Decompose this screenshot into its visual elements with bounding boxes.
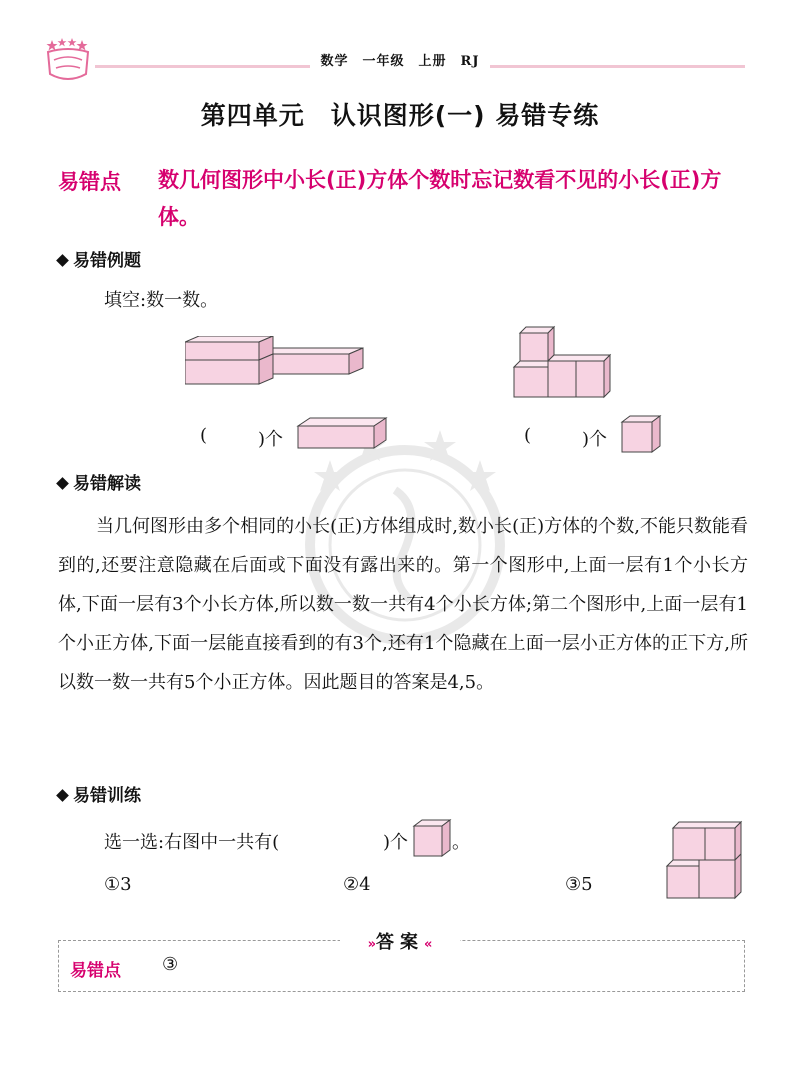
figure-training-cubes	[665, 820, 745, 900]
explain-paragraph: 当几何图形由多个相同的小长(正)方体组成时,数小长(正)方体的个数,不能只数能看到的,还要注意隐藏在后面或下面没有露出来的。第一个图形中,上面一层有1个小长方体,下面一层有3个小长方体,所以数一数一共有4个小长方体;第二个图形中,上面一层有1个小正方体,下面一层能直接看到的有3个,还有1个隐藏在上面一层小正方体的正下方,所以数一数一共有5个小正方体。因此题目的答案是4,5。	[58, 516, 748, 693]
header-text: 数学 一年级 上册 RJ	[320, 54, 480, 69]
cube-top-face	[514, 361, 548, 367]
error-point-label: 易错点	[58, 170, 121, 194]
training-prompt-a: 选一选:右图中一共有(	[104, 832, 280, 853]
cuboid-unit-icon	[296, 416, 388, 452]
cube-unit-icon	[412, 818, 452, 858]
blank-right-close: )个	[582, 429, 608, 450]
diamond-bullet-icon	[56, 254, 69, 267]
option-3: ③5	[565, 874, 593, 895]
training-heading	[58, 781, 141, 806]
explain-heading-text: 易错解读	[73, 474, 141, 494]
cube-front-face	[520, 333, 548, 361]
cube-front-face	[514, 367, 548, 397]
cuboid-top-face	[273, 348, 363, 354]
chevron-right-icon: »	[367, 937, 376, 952]
option-1: ①3	[104, 874, 132, 895]
answer-title-text: 答案	[376, 932, 424, 953]
cube-front-face	[548, 361, 576, 397]
cube-unit-icon	[620, 414, 662, 454]
cube-side-face	[604, 355, 610, 397]
example-prompt: 填空:数一数。	[104, 290, 219, 311]
training-prompt-c: 。	[452, 832, 470, 853]
cuboid-top-face	[185, 336, 273, 342]
answer-value: ③	[162, 954, 179, 975]
publisher-logo-icon	[40, 36, 96, 84]
training-prompt-b: )个	[383, 832, 409, 853]
chevron-left-icon: «	[424, 937, 433, 952]
option-2: ②4	[343, 874, 371, 895]
page-title: 第四单元 认识图形(一) 易错专练	[200, 101, 600, 130]
example-heading	[58, 246, 141, 271]
figure-cuboid-stack	[185, 336, 370, 388]
diamond-bullet-icon	[56, 789, 69, 802]
diamond-bullet-icon	[56, 477, 69, 490]
cuboid-front-face	[185, 360, 259, 384]
error-point-text: 数几何图形中小长(正)方体个数时忘记数看不见的小长(正)方体。	[158, 168, 722, 229]
cube-top-face	[548, 355, 610, 361]
answer-label: 易错点	[70, 961, 121, 981]
example-heading-text: 易错例题	[73, 251, 141, 271]
blank-right-open: (	[524, 425, 532, 446]
cube-front-face	[576, 361, 604, 397]
training-heading-text: 易错训练	[73, 786, 141, 806]
blank-left-close: )个	[258, 429, 284, 450]
answer-title	[340, 928, 460, 954]
cuboid-front-face	[185, 342, 259, 360]
cuboid-front-face	[273, 354, 349, 374]
figure-cube-stack	[512, 325, 617, 400]
blank-left-open: (	[200, 425, 208, 446]
explain-heading	[58, 469, 141, 494]
